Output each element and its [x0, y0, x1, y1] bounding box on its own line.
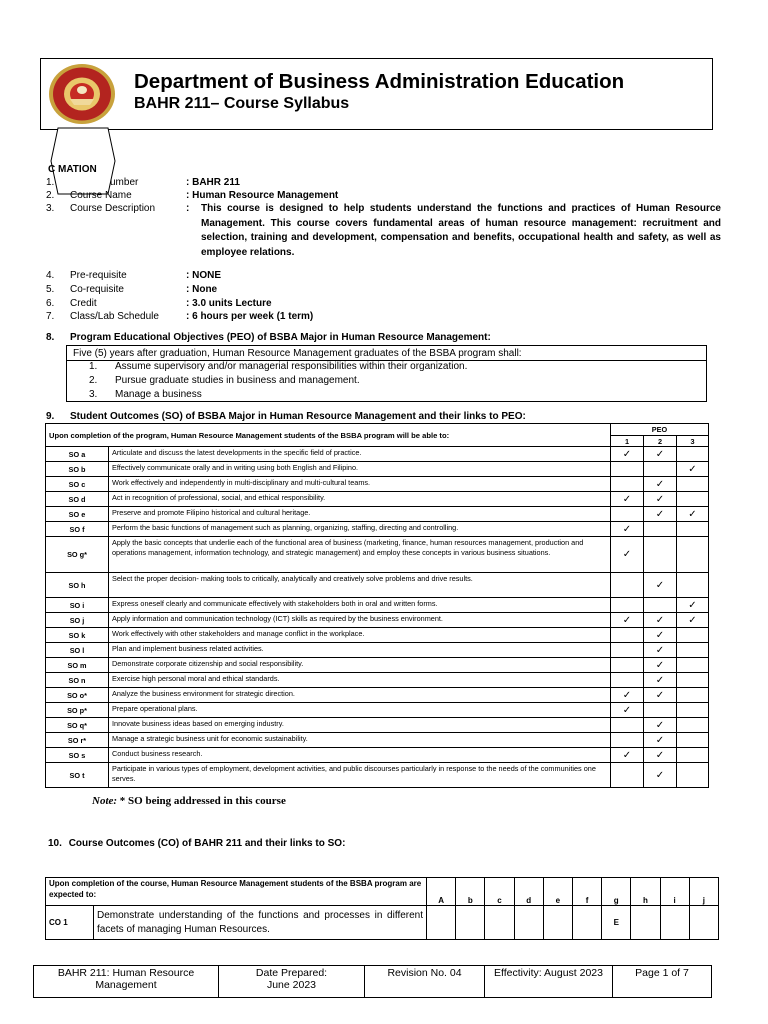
so-heading: 9. Student Outcomes (SO) of BSBA Major in Human Resource Management and their links to PEO:: [46, 411, 526, 422]
footer-effectivity: Effectivity: August 2023: [485, 966, 613, 998]
peo-check-mark: [676, 628, 708, 643]
peo-check-mark: ✓: [643, 718, 676, 733]
so-description: Act in recognition of professional, social, and ethical responsibility.: [109, 492, 611, 507]
peo-col-header: 2: [643, 436, 676, 447]
so-description: Conduct business research.: [109, 748, 611, 763]
peo-check-mark: [610, 643, 643, 658]
so-code: SO r*: [46, 733, 109, 748]
peo-check-mark: ✓: [610, 613, 643, 628]
course-information-heading: C MATION: [48, 164, 97, 175]
so-row: [46, 628, 709, 643]
peo-check-mark: [643, 598, 676, 613]
peo-check-mark: ✓: [643, 628, 676, 643]
so-description: Perform the basic functions of management such as planning, organizing, staffing, directing and controlling.: [109, 522, 611, 537]
so-row: [46, 462, 709, 477]
peo-check-mark: [676, 643, 708, 658]
peo-check-mark: [643, 462, 676, 477]
peo-check-mark: [676, 522, 708, 537]
so-code: SO g*: [46, 537, 109, 573]
info-row-corequisite: 5. Co-requisite : None: [46, 284, 218, 295]
co-description: Demonstrate understanding of the functions and processes in different facets of managing Human Resources.: [94, 906, 427, 940]
peo-check-mark: ✓: [643, 763, 676, 788]
so-col-header: d: [514, 878, 543, 906]
so-row: [46, 718, 709, 733]
so-description: Work effectively and independently in multi-disciplinary and multi-cultural teams.: [109, 477, 611, 492]
footer-date-prepared: Date Prepared: June 2023: [219, 966, 365, 998]
co-table-header: Upon completion of the course, Human Resource Management students of the BSBA program are expected to:: [46, 878, 427, 906]
so-col-header: j: [689, 878, 718, 906]
peo-check-mark: ✓: [643, 643, 676, 658]
so-description: Prepare operational plans.: [109, 703, 611, 718]
so-table-header: Upon completion of the program, Human Resource Management students of the BSBA program will be able to:: [46, 424, 611, 447]
footer-course: BAHR 211: Human Resource Management: [34, 966, 219, 998]
course-syllabus-title: BAHR 211– Course Syllabus: [134, 95, 350, 112]
so-code: SO c: [46, 477, 109, 492]
co-so-link-cell: [456, 906, 485, 940]
peo-check-mark: ✓: [610, 748, 643, 763]
so-code: SO b: [46, 462, 109, 477]
so-description: Apply the basic concepts that underlie each of the functional area of business (marketing, finance, human resources management, production and operations management, information technology, and strategic management) and employ these concepts in various business situations.: [109, 537, 611, 573]
footer-page-number: Page 1 of 7: [613, 966, 712, 998]
peo-check-mark: ✓: [643, 658, 676, 673]
so-row: [46, 598, 709, 613]
so-note: Note: * SO being addressed in this course: [92, 795, 286, 807]
peo-check-mark: [610, 462, 643, 477]
peo-item: 2. Pursue graduate studies in business and management.: [89, 375, 360, 386]
so-code: SO q*: [46, 718, 109, 733]
so-col-header: A: [427, 878, 456, 906]
department-title: Department of Business Administration Education: [134, 70, 625, 93]
so-code: SO l: [46, 643, 109, 658]
so-col-header: e: [543, 878, 572, 906]
peo-check-mark: [676, 673, 708, 688]
peo-check-mark: ✓: [643, 573, 676, 598]
peo-check-mark: [610, 477, 643, 492]
peo-check-mark: [643, 522, 676, 537]
peo-check-mark: [676, 763, 708, 788]
so-description: Select the proper decision- making tools to critically, analytically and creatively solve problems and drive results.: [109, 573, 611, 598]
peo-check-mark: ✓: [676, 613, 708, 628]
so-code: SO f: [46, 522, 109, 537]
so-description: Innovate business ideas based on emerging industry.: [109, 718, 611, 733]
peo-check-mark: [610, 658, 643, 673]
peo-check-mark: [610, 733, 643, 748]
co-so-link-cell: [572, 906, 601, 940]
so-description: Analyze the business environment for strategic direction.: [109, 688, 611, 703]
info-row-course-name: 2. Course Name : Human Resource Management: [46, 190, 339, 201]
peo-check-mark: [610, 718, 643, 733]
peo-check-mark: [610, 598, 643, 613]
peo-check-mark: [610, 507, 643, 522]
peo-item: 1. Assume supervisory and/or managerial responsibilities within their organization.: [89, 361, 468, 372]
so-row: [46, 688, 709, 703]
so-description: Demonstrate corporate citizenship and social responsibility.: [109, 658, 611, 673]
so-row: [46, 733, 709, 748]
so-code: SO n: [46, 673, 109, 688]
peo-check-mark: ✓: [610, 492, 643, 507]
peo-check-mark: ✓: [610, 703, 643, 718]
peo-check-mark: [676, 748, 708, 763]
peo-check-mark: ✓: [610, 522, 643, 537]
peo-check-mark: ✓: [610, 688, 643, 703]
so-code: SO j: [46, 613, 109, 628]
so-row: [46, 507, 709, 522]
so-code: SO o*: [46, 688, 109, 703]
so-row: [46, 573, 709, 598]
so-col-header: f: [572, 878, 601, 906]
student-outcomes-table: [45, 423, 709, 788]
so-description: Plan and implement business related activities.: [109, 643, 611, 658]
so-col-header: c: [485, 878, 514, 906]
peo-col-header: 3: [676, 436, 708, 447]
info-row-course-number: 1. umber : BAHR 211: [46, 177, 240, 188]
header-box: [40, 58, 713, 130]
so-description: Exercise high personal moral and ethical standards.: [109, 673, 611, 688]
so-code: SO i: [46, 598, 109, 613]
co-so-link-cell: [660, 906, 689, 940]
peo-check-mark: [676, 537, 708, 573]
peo-item: 3. Manage a business: [89, 389, 202, 400]
peo-col-header: 1: [610, 436, 643, 447]
so-code: SO k: [46, 628, 109, 643]
course-description-text: This course is designed to help students understand the functions and practices of Human Resource Management. This course covers fundamental areas of human resource management: recruitment and selection, training and development, compensation and benefits, occupational health and safety, as well as employee relations.: [201, 203, 721, 258]
so-row: [46, 477, 709, 492]
so-row: [46, 673, 709, 688]
so-row: [46, 537, 709, 573]
peo-check-mark: ✓: [676, 462, 708, 477]
so-row: [46, 703, 709, 718]
peo-check-mark: [676, 703, 708, 718]
peo-check-mark: ✓: [610, 447, 643, 462]
peo-check-mark: ✓: [676, 598, 708, 613]
peo-check-mark: [610, 673, 643, 688]
so-code: SO p*: [46, 703, 109, 718]
so-code: SO a: [46, 447, 109, 462]
so-description: Apply information and communication technology (ICT) skills as required by the business environment.: [109, 613, 611, 628]
so-col-header: b: [456, 878, 485, 906]
footer-revision: Revision No. 04: [365, 966, 485, 998]
so-code: SO s: [46, 748, 109, 763]
peo-check-mark: [676, 718, 708, 733]
info-row-prerequisite: 4. Pre-requisite : NONE: [46, 270, 221, 281]
peo-check-mark: [610, 573, 643, 598]
peo-check-mark: ✓: [643, 688, 676, 703]
so-row: [46, 643, 709, 658]
so-description: Manage a strategic business unit for economic sustainability.: [109, 733, 611, 748]
info-row-course-description: 3. Course Description :: [46, 203, 190, 214]
co-so-link-cell: [543, 906, 572, 940]
so-code: SO t: [46, 763, 109, 788]
peo-check-mark: [643, 537, 676, 573]
peo-intro: Five (5) years after graduation, Human Resource Management graduates of the BSBA program shall:: [73, 348, 522, 359]
peo-check-mark: [676, 492, 708, 507]
so-row: [46, 748, 709, 763]
peo-check-mark: ✓: [643, 507, 676, 522]
peo-heading: 8. Program Educational Objectives (PEO) of BSBA Major in Human Resource Management:: [46, 332, 491, 343]
peo-check-mark: [676, 477, 708, 492]
peo-check-mark: ✓: [643, 447, 676, 462]
peo-check-mark: ✓: [643, 477, 676, 492]
info-row-schedule: 7. Class/Lab Schedule : 6 hours per week (1 term): [46, 311, 314, 322]
so-code: SO d: [46, 492, 109, 507]
so-row: [46, 658, 709, 673]
peo-check-mark: [610, 763, 643, 788]
peo-check-mark: [676, 573, 708, 598]
so-col-header: g: [602, 878, 631, 906]
so-row: [46, 763, 709, 788]
co-heading: 10. Course Outcomes (CO) of BAHR 211 and their links to SO:: [48, 838, 346, 849]
so-row: [46, 522, 709, 537]
so-col-header: h: [631, 878, 660, 906]
so-description: Preserve and promote Filipino historical and cultural heritage.: [109, 507, 611, 522]
peo-check-mark: ✓: [643, 613, 676, 628]
so-row: [46, 447, 709, 462]
peo-check-mark: [676, 447, 708, 462]
college-seal-logo: [48, 63, 116, 125]
so-description: Participate in various types of employment, development activities, and public discourses particularly in response to the needs of the communities one serves.: [109, 763, 611, 788]
so-code: SO e: [46, 507, 109, 522]
peo-check-mark: ✓: [643, 748, 676, 763]
so-description: Work effectively with other stakeholders and manage conflict in the workplace.: [109, 628, 611, 643]
so-code: SO m: [46, 658, 109, 673]
so-description: Express oneself clearly and communicate effectively with stakeholders both in oral and written forms.: [109, 598, 611, 613]
peo-check-mark: ✓: [643, 733, 676, 748]
so-description: Effectively communicate orally and in writing using both English and Filipino.: [109, 462, 611, 477]
footer-table: [33, 965, 712, 998]
peo-check-mark: ✓: [610, 537, 643, 573]
peo-check-mark: [643, 703, 676, 718]
peo-column-group: PEO: [610, 424, 708, 436]
co-so-link-cell: [427, 906, 456, 940]
so-description: Articulate and discuss the latest developments in the specific field of practice.: [109, 447, 611, 462]
peo-check-mark: [610, 628, 643, 643]
co-so-link-cell: [689, 906, 718, 940]
course-outcomes-table: [45, 877, 719, 940]
peo-box: [66, 345, 707, 402]
peo-check-mark: ✓: [643, 673, 676, 688]
peo-check-mark: [676, 658, 708, 673]
co-so-link-cell: [485, 906, 514, 940]
peo-check-mark: ✓: [676, 507, 708, 522]
peo-check-mark: [676, 733, 708, 748]
co-code: CO 1: [46, 906, 94, 940]
co-so-link-cell: [514, 906, 543, 940]
so-col-header: i: [660, 878, 689, 906]
peo-check-mark: [676, 688, 708, 703]
co-so-link-cell: E: [602, 906, 631, 940]
info-row-credit: 6. Credit : 3.0 units Lecture: [46, 298, 272, 309]
so-row: [46, 613, 709, 628]
peo-check-mark: ✓: [643, 492, 676, 507]
so-code: SO h: [46, 573, 109, 598]
co-so-link-cell: [631, 906, 660, 940]
co-row: [46, 906, 719, 940]
so-row: [46, 492, 709, 507]
